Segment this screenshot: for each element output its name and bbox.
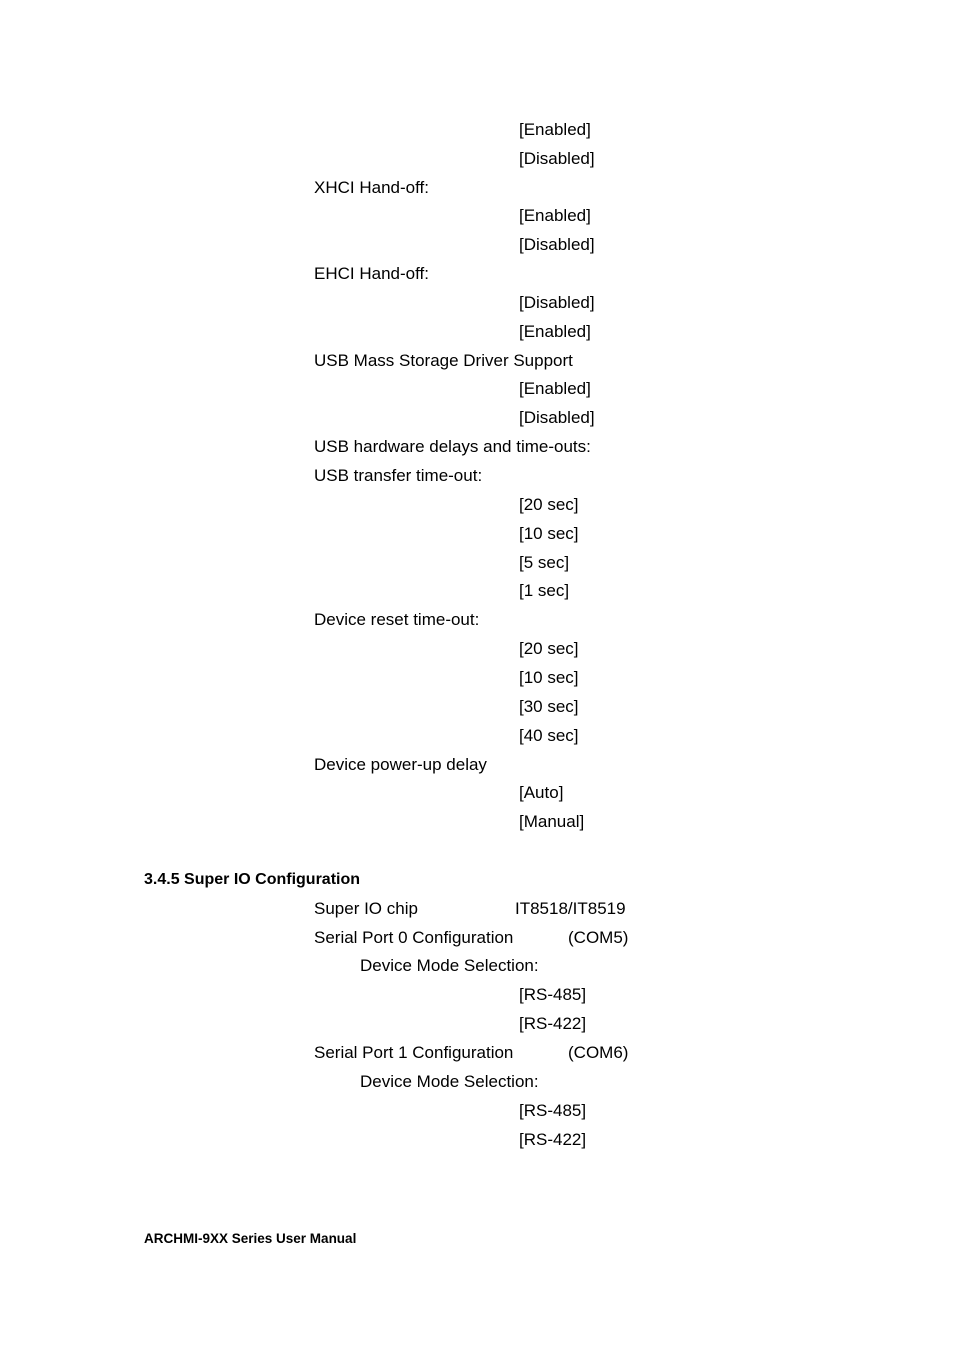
port0-mode-option: [RS-485] [519, 985, 587, 1004]
usb-mass-storage-label: USB Mass Storage Driver Support [314, 351, 573, 370]
usb-delays-label: USB hardware delays and time-outs: [314, 437, 591, 456]
ehci-option-disabled: [Disabled] [519, 293, 595, 312]
legacy-option-enabled: [Enabled] [519, 120, 591, 139]
device-reset-timeout-label: Device reset time-out: [314, 610, 480, 629]
serial-port-1-value: (COM6) [568, 1043, 629, 1062]
super-io-chip-label: Super IO chip [314, 899, 418, 918]
device-reset-option: [20 sec] [519, 639, 579, 658]
xhci-option-enabled: [Enabled] [519, 206, 591, 225]
usb-transfer-timeout-label: USB transfer time-out: [314, 466, 483, 485]
port1-device-mode-label: Device Mode Selection: [360, 1072, 539, 1091]
transfer-timeout-option: [10 sec] [519, 524, 579, 543]
power-up-option: [Manual] [519, 812, 585, 831]
transfer-timeout-option: [20 sec] [519, 495, 579, 514]
serial-port-0-label: Serial Port 0 Configuration [314, 928, 514, 947]
xhci-handoff-label: XHCI Hand-off: [314, 178, 429, 197]
port1-mode-option: [RS-485] [519, 1101, 587, 1120]
mass-storage-option-enabled: [Enabled] [519, 379, 591, 398]
port0-mode-option: [RS-422] [519, 1014, 587, 1033]
serial-port-1-label: Serial Port 1 Configuration [314, 1043, 514, 1062]
transfer-timeout-option: [5 sec] [519, 553, 570, 572]
device-reset-option: [40 sec] [519, 726, 579, 745]
port1-mode-option: [RS-422] [519, 1130, 587, 1149]
port0-device-mode-label: Device Mode Selection: [360, 956, 539, 975]
power-up-option: [Auto] [519, 783, 564, 802]
super-io-chip-value: IT8518/IT8519 [515, 899, 626, 918]
ehci-option-enabled: [Enabled] [519, 322, 591, 341]
device-reset-option: [10 sec] [519, 668, 579, 687]
device-reset-option: [30 sec] [519, 697, 579, 716]
xhci-option-disabled: [Disabled] [519, 235, 595, 254]
ehci-handoff-label: EHCI Hand-off: [314, 264, 429, 283]
section-heading-super-io: 3.4.5 Super IO Configuration [144, 871, 361, 888]
legacy-option-disabled: [Disabled] [519, 149, 595, 168]
serial-port-0-value: (COM5) [568, 928, 629, 947]
page-footer: ARCHMI-9XX Series User Manual [144, 1231, 357, 1246]
device-power-up-delay-label: Device power-up delay [314, 755, 487, 774]
transfer-timeout-option: [1 sec] [519, 581, 570, 600]
mass-storage-option-disabled: [Disabled] [519, 408, 595, 427]
